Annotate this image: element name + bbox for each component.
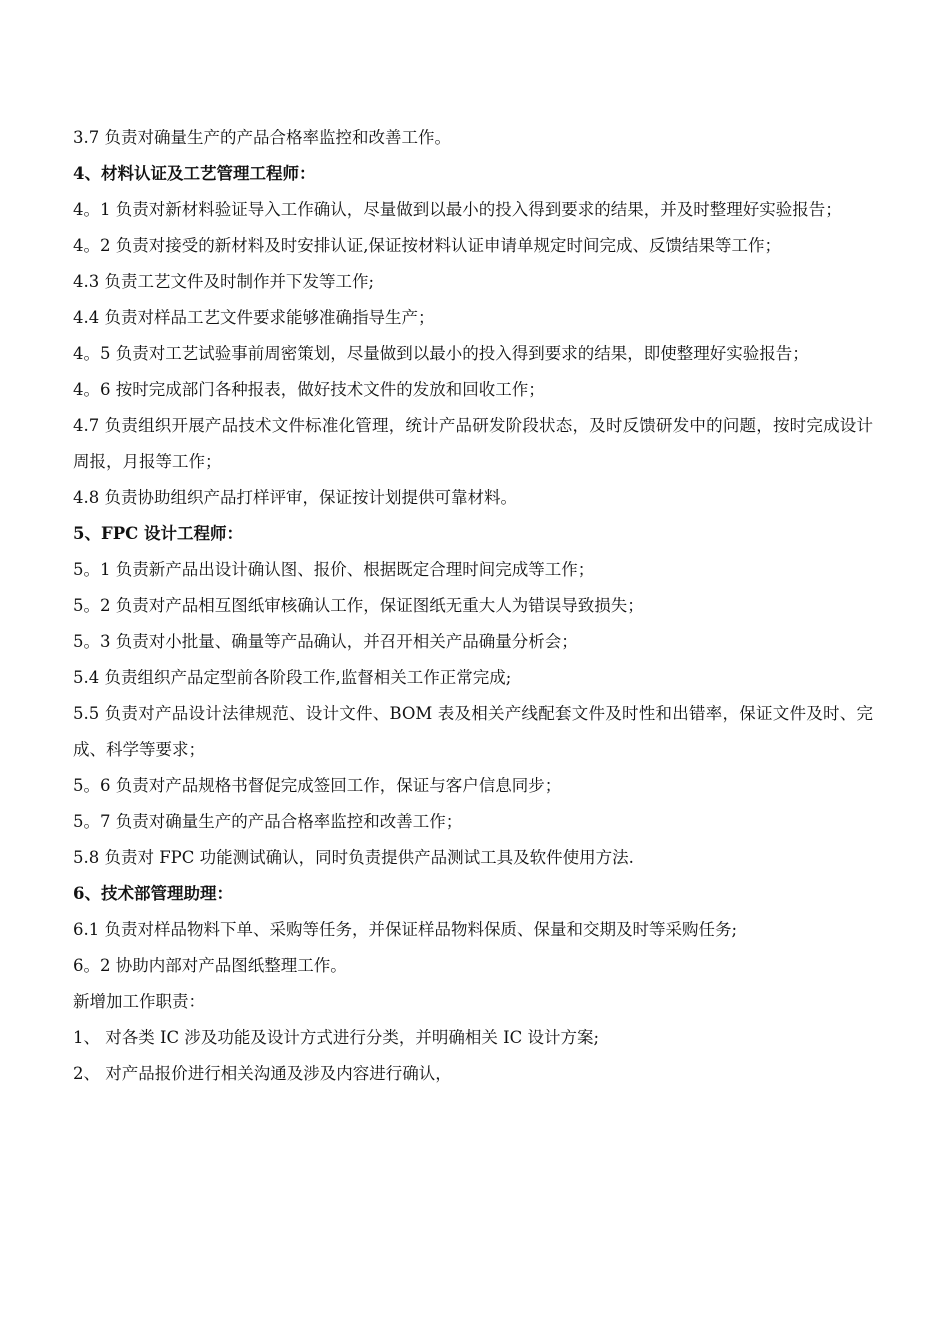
item-5-2: 5。2 负责对产品相互图纸审核确认工作，保证图纸无重大人为错误导致损失；	[73, 596, 644, 615]
new-duties-heading: 新增加工作职责：	[73, 992, 205, 1011]
item-5-6: 5。6 负责对产品规格书督促完成签回工作，保证与客户信息同步；	[73, 776, 562, 795]
item-5-1: 5。1 负责新产品出设计确认图、报价、根据既定合理时间完成等工作；	[73, 560, 595, 579]
section-heading-4: 4、材料认证及工艺管理工程师：	[73, 164, 316, 183]
item-6-2: 6。2 协助内部对产品图纸整理工作。	[73, 956, 347, 975]
new-duty-1: 1、 对各类 IC 涉及功能及设计方式进行分类，并明确相关 IC 设计方案;	[73, 1028, 600, 1047]
item-4-2: 4。2 负责对接受的新材料及时安排认证,保证按材料认证申请单规定时间完成、反馈结果等工作；	[73, 236, 781, 255]
new-duty-2: 2、 对产品报价进行相关沟通及涉及内容进行确认，	[73, 1064, 452, 1083]
section-heading-6: 6、技术部管理助理：	[73, 884, 233, 903]
document-body	[73, 120, 873, 1092]
item-4-5: 4。5 负责对工艺试验事前周密策划，尽量做到以最小的投入得到要求的结果，即使整理好实验报告；	[73, 344, 809, 363]
item-3-7: 3.7 负责对确量生产的产品合格率监控和改善工作。	[73, 128, 451, 147]
item-4-8: 4.8 负责协助组织产品打样评审，保证按计划提供可靠材料。	[73, 488, 517, 507]
item-5-5: 5.5 负责对产品设计法律规范、设计文件、BOM 表及相关产线配套文件及时性和出错率，保证文件及时、完成、科学等要求；	[73, 704, 873, 759]
section-heading-5: 5、FPC 设计工程师：	[73, 524, 243, 543]
item-5-8: 5.8 负责对 FPC 功能测试确认，同时负责提供产品测试工具及软件使用方法.	[73, 848, 634, 867]
item-6-1: 6.1 负责对样品物料下单、采购等任务，并保证样品物料保质、保量和交期及时等采购任务;	[73, 920, 738, 939]
item-4-1: 4。1 负责对新材料验证导入工作确认，尽量做到以最小的投入得到要求的结果，并及时整理好实验报告；	[73, 200, 842, 219]
item-5-4: 5.4 负责组织产品定型前各阶段工作,监督相关工作正常完成;	[73, 668, 512, 687]
item-4-4: 4.4 负责对样品工艺文件要求能够准确指导生产；	[73, 308, 435, 327]
item-5-7: 5。7 负责对确量生产的产品合格率监控和改善工作；	[73, 812, 463, 831]
item-4-3: 4.3 负责工艺文件及时制作并下发等工作;	[73, 272, 375, 291]
item-5-3: 5。3 负责对小批量、确量等产品确认，并召开相关产品确量分析会；	[73, 632, 578, 651]
item-4-6: 4。6 按时完成部门各种报表，做好技术文件的发放和回收工作；	[73, 380, 545, 399]
item-4-7: 4.7 负责组织开展产品技术文件标准化管理，统计产品研发阶段状态，及时反馈研发中的问题，按时完成设计周报，月报等工作；	[73, 416, 873, 471]
